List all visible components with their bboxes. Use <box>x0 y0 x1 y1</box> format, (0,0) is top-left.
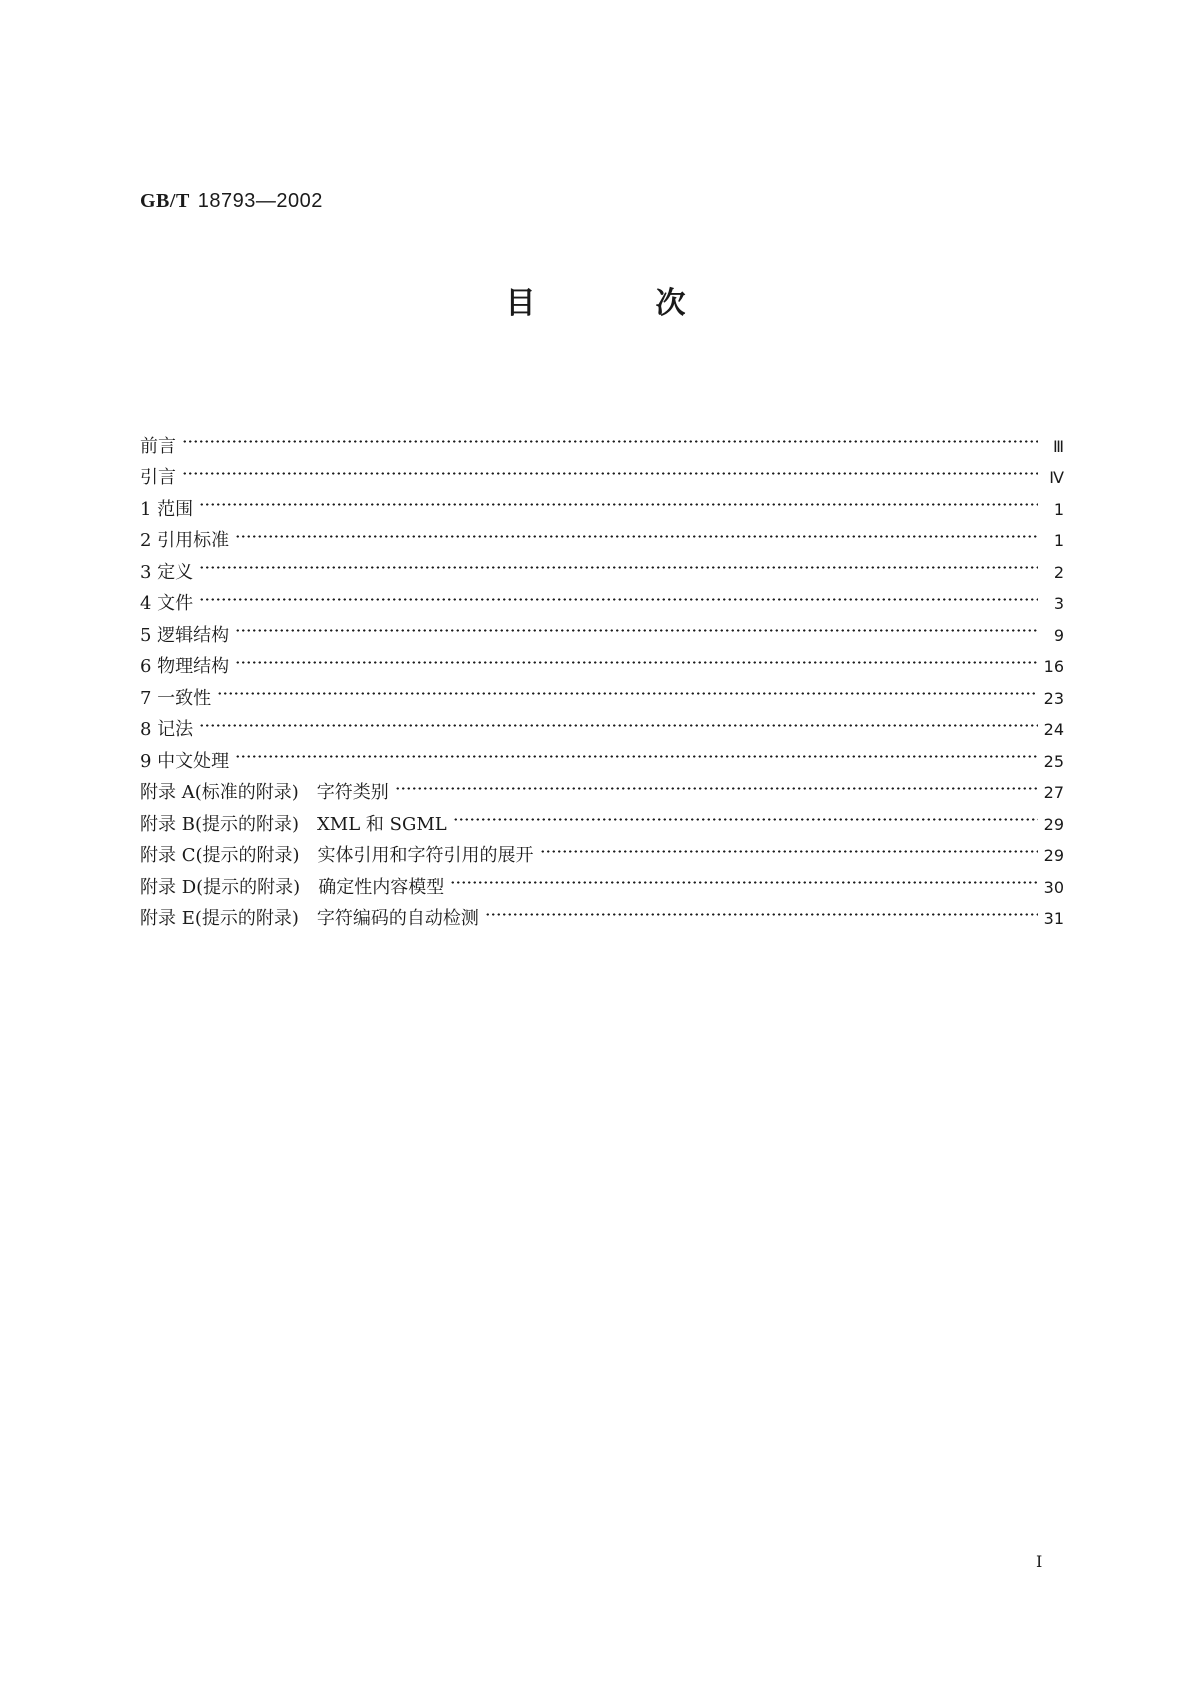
toc-dot-leader <box>199 483 1038 515</box>
toc-entry-label: 附录 B(提示的附录) XML 和 SGML <box>140 813 447 835</box>
toc-entry-label: 1 范围 <box>140 498 194 520</box>
toc-entry-annex-a[interactable] <box>140 767 1064 803</box>
toc-entry-label: 6 物理结构 <box>140 656 230 677</box>
toc-entry-label: 7 一致性 <box>140 687 212 709</box>
toc-entry-label: 9 中文处理 <box>140 750 230 772</box>
toc-dot-leader <box>217 672 1037 704</box>
toc-entry-scope[interactable] <box>140 483 1064 520</box>
toc-entry-page: 29 <box>1043 846 1064 865</box>
toc-dot-leader <box>235 515 1038 547</box>
toc-entry-page: 23 <box>1043 688 1064 708</box>
title-char-1: 目 <box>505 286 536 321</box>
toc-entry-page: 9 <box>1053 625 1064 645</box>
toc-entry-conformance[interactable] <box>140 672 1064 709</box>
toc-entry-label: 3 定义 <box>140 561 194 583</box>
page-number: I <box>1036 1552 1043 1571</box>
table-of-contents <box>140 420 1064 929</box>
toc-dot-leader <box>235 735 1037 767</box>
toc-dot-leader <box>182 420 1038 452</box>
toc-entry-documents[interactable] <box>140 578 1064 614</box>
toc-entry-page: 16 <box>1043 657 1064 676</box>
toc-entry-introduction[interactable] <box>140 452 1064 488</box>
standard-number: 18793—2002 <box>197 190 323 212</box>
toc-entry-page: 24 <box>1043 720 1064 739</box>
toc-entry-label: 附录 C(提示的附录) 实体引用和字符引用的展开 <box>140 845 534 866</box>
toc-entry-page: 31 <box>1043 909 1064 928</box>
toc-dot-leader <box>395 767 1038 799</box>
toc-entry-label: 4 文件 <box>140 593 194 614</box>
toc-dot-leader <box>199 704 1037 736</box>
toc-entry-page: 30 <box>1043 877 1064 897</box>
toc-entry-label: 2 引用标准 <box>140 530 230 551</box>
toc-dot-leader <box>182 452 1038 484</box>
toc-entry-page: Ⅳ <box>1049 468 1064 487</box>
toc-dot-leader <box>540 830 1038 862</box>
toc-entry-page: 27 <box>1043 783 1064 802</box>
toc-entry-logical-structure[interactable] <box>140 609 1064 646</box>
toc-entry-label: 引言 <box>140 467 176 488</box>
toc-entry-label: 前言 <box>140 435 176 457</box>
toc-entry-label: 8 记法 <box>140 719 194 740</box>
standard-header <box>140 188 323 213</box>
toc-entry-page: 2 <box>1053 562 1064 582</box>
toc-dot-leader <box>485 893 1038 925</box>
toc-dot-leader <box>235 641 1037 673</box>
standard-code: GB/T <box>140 190 190 212</box>
toc-dot-leader <box>450 861 1037 893</box>
toc-entry-physical-structure[interactable] <box>140 641 1064 677</box>
toc-entry-page: 29 <box>1043 814 1064 834</box>
toc-entry-label: 附录 D(提示的附录) 确定性内容模型 <box>140 876 445 898</box>
toc-dot-leader <box>199 546 1038 578</box>
toc-entry-label: 附录 A(标准的附录) 字符类别 <box>140 782 389 803</box>
toc-entry-page: 3 <box>1053 594 1064 613</box>
toc-entry-notation[interactable] <box>140 704 1064 740</box>
page-title <box>0 278 1191 322</box>
toc-dot-leader <box>235 609 1038 641</box>
toc-entry-label: 附录 E(提示的附录) 字符编码的自动检测 <box>140 908 479 929</box>
title-char-2: 次 <box>655 286 686 321</box>
toc-entry-normative-references[interactable] <box>140 515 1064 551</box>
toc-entry-page: 25 <box>1043 751 1064 771</box>
toc-dot-leader <box>453 798 1038 830</box>
toc-entry-label: 5 逻辑结构 <box>140 624 230 646</box>
toc-entry-page: 1 <box>1053 531 1064 550</box>
toc-entry-page: 1 <box>1053 499 1064 519</box>
toc-entry-chinese-processing[interactable] <box>140 735 1064 772</box>
toc-entry-foreword[interactable] <box>140 420 1064 457</box>
toc-entry-page: Ⅲ <box>1052 436 1064 456</box>
toc-entry-definitions[interactable] <box>140 546 1064 583</box>
toc-dot-leader <box>199 578 1038 610</box>
